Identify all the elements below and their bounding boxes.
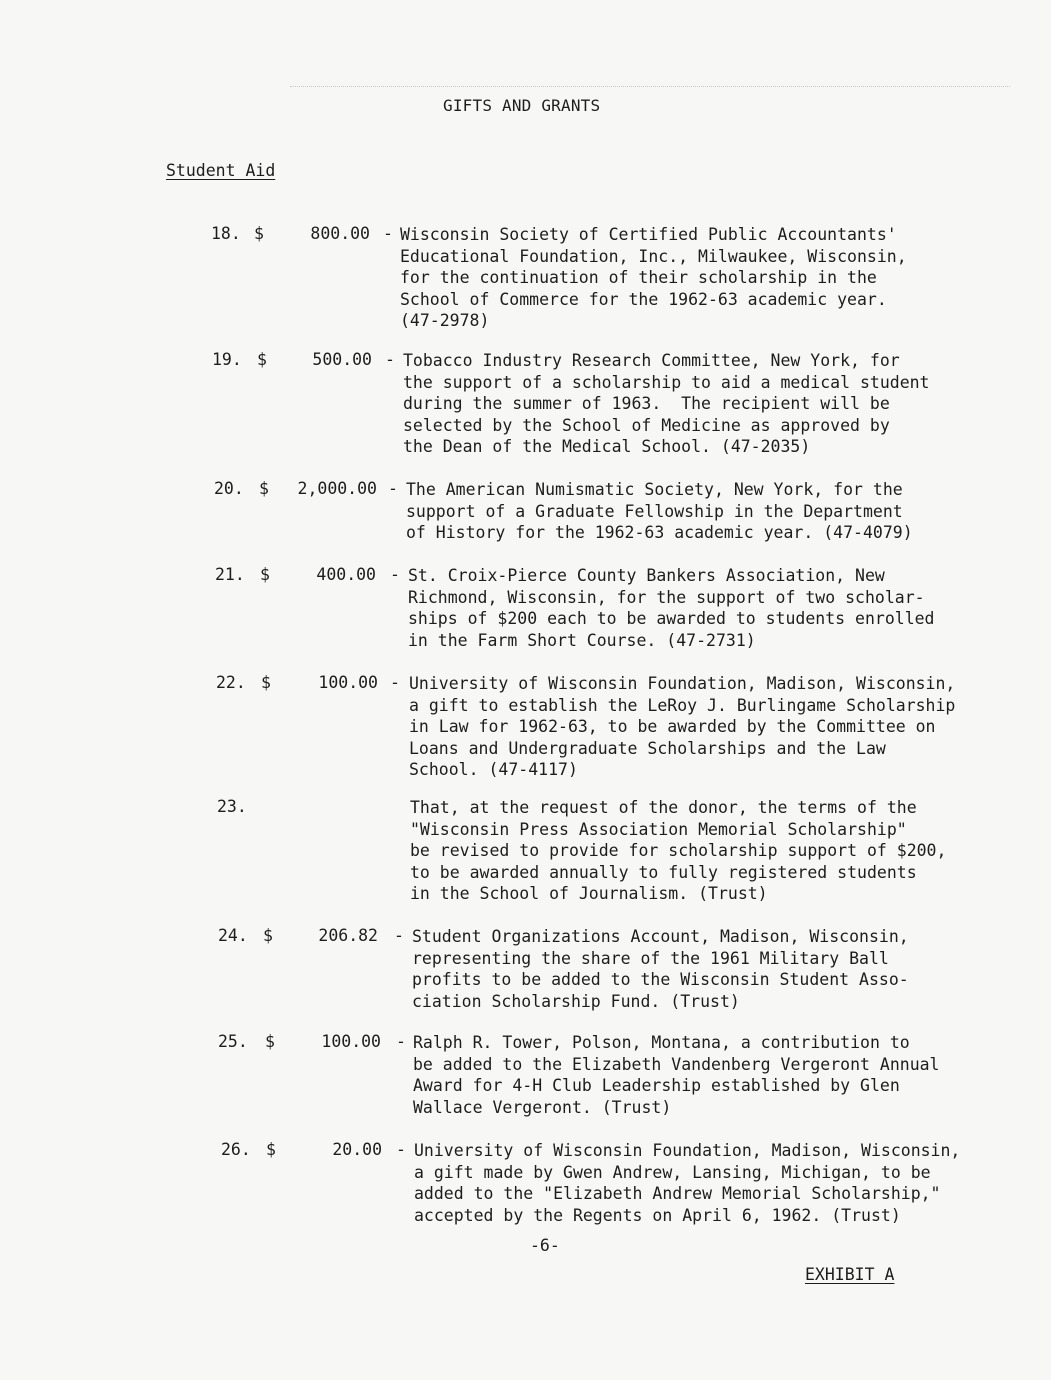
page-title: GIFTS AND GRANTS — [443, 96, 601, 115]
entry-dash: - — [385, 350, 395, 369]
entry-dollar-sign: $ — [266, 1140, 276, 1159]
entry-dash: - — [388, 479, 398, 498]
entry-amount: 20.00 — [332, 1140, 382, 1159]
entry-dash: - — [383, 224, 393, 243]
entry-number: 24. — [218, 926, 248, 945]
entry-dollar-sign: $ — [263, 926, 273, 945]
entry-dollar-sign: $ — [261, 673, 271, 692]
entry-dash: - — [396, 1032, 406, 1051]
entry-number: 19. — [212, 350, 242, 369]
entry-amount: 500.00 — [312, 350, 372, 369]
entry-description: University of Wisconsin Foundation, Madison, Wisconsin, a gift made by Gwen Andrew, Lansing, Michigan, to be added to the "Elizabeth Andrew Memorial Scholarship," accepted by the Regents on April 6, 1962. (Trust) — [414, 1141, 961, 1225]
page-number: -6- — [530, 1236, 560, 1255]
entry-description: Wisconsin Society of Certified Public Accountants' Educational Foundation, Inc., Milwaukee, Wisconsin, for the continuation of their scholarship in the School of Commerce for the 1962-63 academic year. (47-2978) — [400, 225, 907, 331]
entry-number: 23. — [217, 797, 247, 816]
entry-dollar-sign: $ — [260, 565, 270, 584]
entry-description: Student Organizations Account, Madison, Wisconsin, representing the share of the 1961 Military Ball profits to be added to the Wisconsin Student Asso- ciation Scholarship Fund. (Trust) — [412, 927, 909, 1011]
entry-amount: 2,000.00 — [297, 479, 377, 498]
entry-dollar-sign: $ — [254, 224, 264, 243]
entry-amount: 100.00 — [318, 673, 378, 692]
entry-dash: - — [390, 673, 400, 692]
entry-description: The American Numismatic Society, New York, for the support of a Graduate Fellowship in the Department of History for the 1962-63 academic year. (47-4079) — [406, 480, 913, 543]
exhibit-label: EXHIBIT A — [805, 1265, 895, 1284]
entry-dash: - — [396, 1140, 406, 1159]
entry-description: That, at the request of the donor, the terms of the "Wisconsin Press Association Memorial Scholarship" be revised to provide for scholarship support of $200, to be awarded annually to fully registered students in the School of Journalism. (Trust) — [410, 798, 947, 904]
entry-description: Ralph R. Tower, Polson, Montana, a contribution to be added to the Elizabeth Vandenberg Vergeront Annual Award for 4-H Club Leadership established by Glen Wallace Vergeront. (Trust) — [413, 1033, 940, 1117]
top-rule — [290, 86, 1010, 87]
entry-dash: - — [390, 565, 400, 584]
entry-dollar-sign: $ — [259, 479, 269, 498]
entry-description: Tobacco Industry Research Committee, New York, for the support of a scholarship to aid a medical student during the summer of 1963. The recipient will be selected by the School of Medicine as approved by the Dean of the Medical School. (47-2035) — [403, 351, 930, 457]
entry-amount: 100.00 — [321, 1032, 381, 1051]
entry-number: 21. — [215, 565, 245, 584]
entry-amount: 400.00 — [316, 565, 376, 584]
section-heading: Student Aid — [166, 161, 276, 180]
entry-dollar-sign: $ — [257, 350, 267, 369]
entry-number: 20. — [214, 479, 244, 498]
entry-amount: 206.82 — [318, 926, 378, 945]
entry-number: 26. — [221, 1140, 251, 1159]
entry-description: University of Wisconsin Foundation, Madison, Wisconsin, a gift to establish the LeRoy J. Burlingame Scholarship in Law for 1962-63, to be awarded by the Committee on Loans and Undergraduate Scholarships and the Law School. (47-4117) — [409, 674, 956, 780]
entry-dash: - — [394, 926, 404, 945]
entry-number: 22. — [216, 673, 246, 692]
entry-description: St. Croix-Pierce County Bankers Association, New Richmond, Wisconsin, for the support of two scholar- ships of $200 each to be awarded to students enrolled in the Farm Short Course. (47-2731) — [408, 566, 935, 650]
entry-amount: 800.00 — [310, 224, 370, 243]
entry-number: 25. — [218, 1032, 248, 1051]
entry-dollar-sign: $ — [265, 1032, 275, 1051]
entry-number: 18. — [211, 224, 241, 243]
